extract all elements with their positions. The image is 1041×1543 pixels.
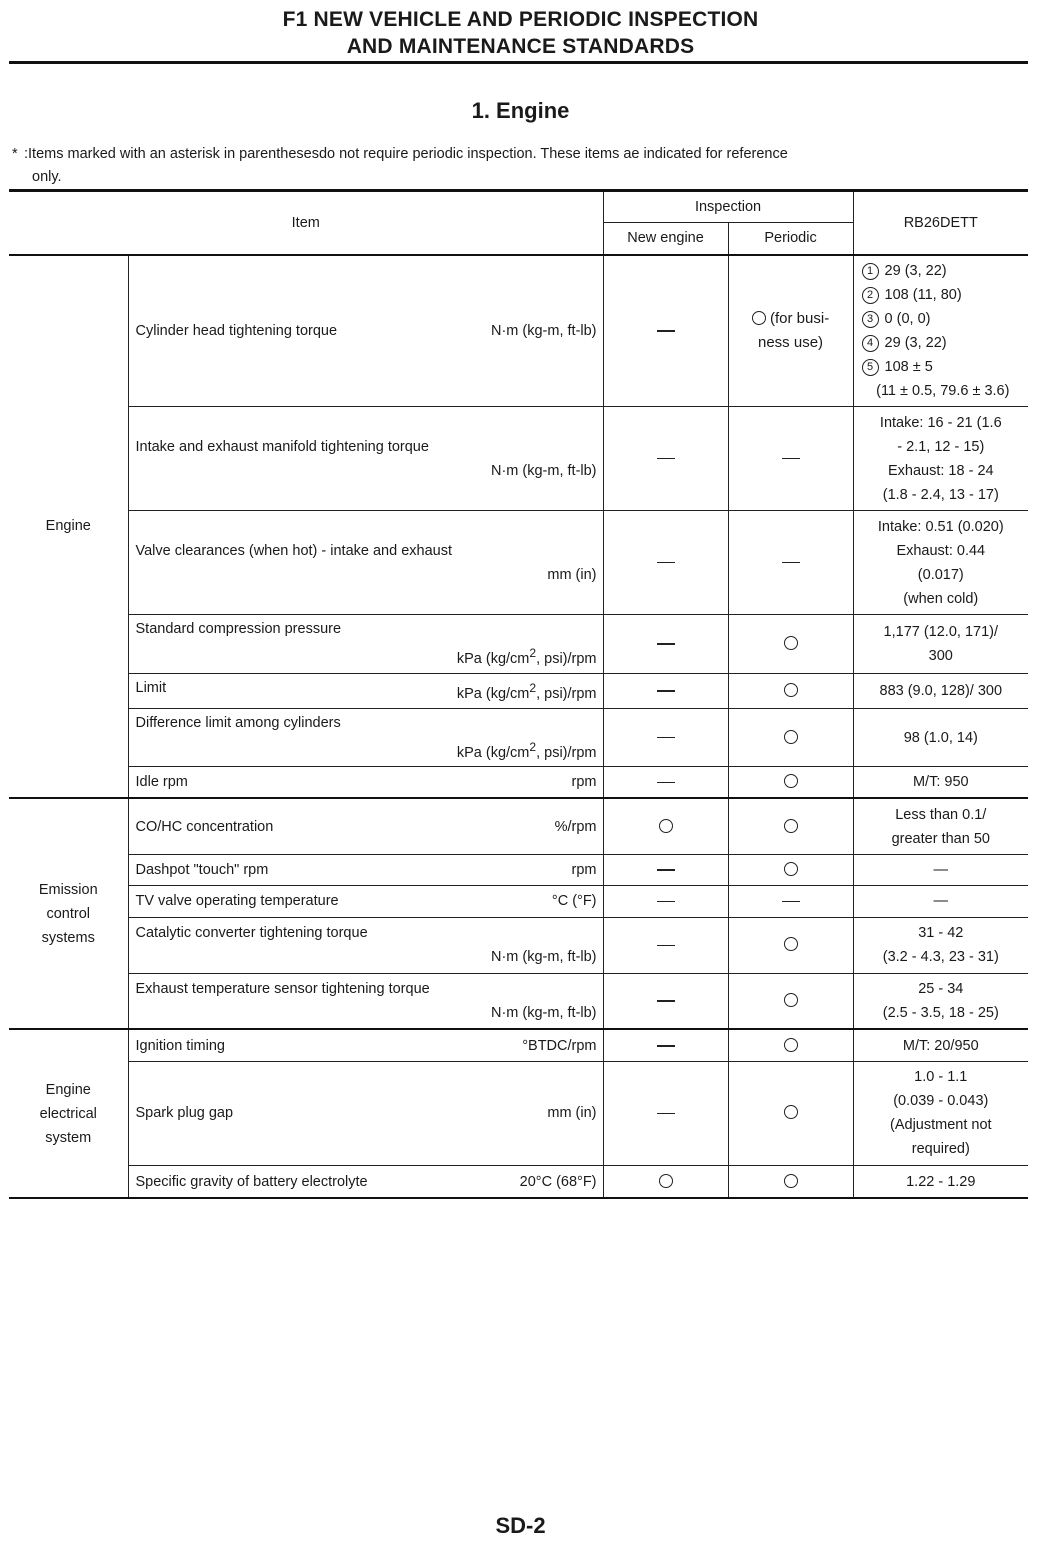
- item-unit: N·m (kg-m, ft-lb): [491, 322, 597, 339]
- periodic-cell: [728, 854, 853, 885]
- circle-icon: [659, 1174, 673, 1188]
- page-number: SD-2: [495, 1513, 546, 1538]
- spec-exhaust-sensor-torque: [853, 973, 1028, 1029]
- dash-icon: [657, 869, 675, 871]
- periodic-cell: [728, 615, 853, 674]
- item-tv-valve: [128, 885, 603, 917]
- item-unit: N·m (kg-m, ft-lb): [491, 462, 597, 479]
- circle-icon: [784, 993, 798, 1007]
- item-unit: , psi)/rpm: [536, 650, 597, 667]
- periodic-cell: [728, 917, 853, 973]
- item-compression-limit: [128, 673, 603, 708]
- dash-icon: [657, 643, 675, 645]
- spec-line: 25 - 34: [918, 981, 964, 998]
- item-label: TV valve operating temperature: [135, 893, 339, 910]
- title-line-1: F1 NEW VEHICLE AND PERIODIC INSPECTION: [282, 8, 759, 31]
- spec-spark-plug-gap: [853, 1061, 1028, 1165]
- item-unit: °C (°F): [551, 893, 597, 910]
- spec-line: 108 ± 5: [884, 358, 933, 375]
- spec-compression-limit: 883 (9.0, 128)/ 300: [853, 673, 1028, 708]
- item-label: CO/HC concentration: [135, 818, 274, 835]
- table-row: [9, 511, 1028, 615]
- periodic-cell: [728, 973, 853, 1029]
- item-label: Ignition timing: [135, 1037, 225, 1054]
- new-engine-cell: [603, 1061, 728, 1165]
- spec-tv-valve: —: [853, 885, 1028, 917]
- dash-icon: [657, 737, 675, 739]
- spec-line: (3.2 - 4.3, 23 - 31): [882, 949, 999, 966]
- circle-icon: [784, 937, 798, 951]
- new-engine-cell: [603, 615, 728, 674]
- table-row: [9, 917, 1028, 973]
- dash-icon: [657, 458, 675, 460]
- header-new-engine: New engine: [603, 223, 728, 255]
- table-header-row: [9, 191, 1028, 223]
- circle-icon: [784, 730, 798, 744]
- category-line: Emission: [38, 881, 98, 898]
- header-model: RB26DETT: [853, 191, 1028, 255]
- item-battery-gravity: [128, 1165, 603, 1198]
- new-engine-cell: [603, 917, 728, 973]
- note-line-2: only.: [32, 169, 62, 185]
- item-unit: rpm: [571, 861, 597, 878]
- item-label: Valve clearances (when hot) - intake and exhaust: [135, 542, 452, 559]
- unit-superscript: 2: [529, 739, 537, 754]
- circle-icon: [784, 862, 798, 876]
- circle-icon: [784, 1038, 798, 1052]
- item-unit: , psi)/rpm: [536, 685, 597, 702]
- item-label: Catalytic converter tightening torque: [135, 925, 368, 942]
- item-compression-pressure: [128, 615, 603, 674]
- circle-icon: [784, 819, 798, 833]
- step-5-icon: 5: [862, 359, 879, 376]
- circle-icon: [784, 636, 798, 650]
- new-engine-cell: [603, 708, 728, 767]
- dash-icon: [657, 330, 675, 332]
- new-engine-cell: [603, 767, 728, 799]
- spec-battery-gravity: 1.22 - 1.29: [853, 1165, 1028, 1198]
- item-ignition-timing: [128, 1029, 603, 1061]
- dash-icon: [657, 782, 675, 784]
- item-label: Cylinder head tightening torque: [135, 322, 338, 339]
- item-unit: 20°C (68°F): [519, 1173, 597, 1190]
- periodic-note-2: ness use): [758, 333, 824, 351]
- spec-line: 1.0 - 1.1: [914, 1069, 968, 1086]
- periodic-cell: [728, 1061, 853, 1165]
- step-4-icon: 4: [862, 335, 879, 352]
- spec-line: (when cold): [903, 590, 979, 607]
- spec-dashpot: —: [853, 854, 1028, 885]
- new-engine-cell: [603, 854, 728, 885]
- spec-line: - 2.1, 12 - 15): [897, 438, 985, 455]
- item-label: Dashpot "touch" rpm: [135, 861, 269, 878]
- item-dashpot: [128, 854, 603, 885]
- item-co-hc: [128, 798, 603, 854]
- item-label: Idle rpm: [135, 774, 188, 791]
- table-row: [9, 673, 1028, 708]
- item-difference-limit: [128, 708, 603, 767]
- note-line-1: :Items marked with an asterisk in parenthesesdo not require periodic inspection. These items ae indicated for reference: [24, 146, 788, 162]
- item-unit: mm (in): [547, 1105, 597, 1122]
- spec-line: Intake: 0.51 (0.020): [877, 518, 1004, 535]
- item-idle-rpm: [128, 767, 603, 799]
- spec-line: 0 (0, 0): [884, 310, 931, 327]
- unit-superscript: 2: [529, 680, 537, 695]
- spec-catalytic-torque: [853, 917, 1028, 973]
- new-engine-cell: [603, 798, 728, 854]
- category-emission: [9, 798, 128, 1029]
- spec-line: required): [911, 1141, 970, 1158]
- periodic-cell: [728, 673, 853, 708]
- item-unit: N·m (kg-m, ft-lb): [491, 949, 597, 966]
- spec-difference-limit: 98 (1.0, 14): [853, 708, 1028, 767]
- spec-line: Intake: 16 - 21 (1.6: [879, 414, 1002, 431]
- item-label: Difference limit among cylinders: [135, 714, 341, 731]
- spec-line: (Adjustment not: [890, 1117, 992, 1134]
- dash-icon: [782, 901, 800, 903]
- table-row: [9, 854, 1028, 885]
- spec-valve-clearance: [853, 511, 1028, 615]
- periodic-cell: [728, 885, 853, 917]
- dash-icon: [657, 1113, 675, 1115]
- section-title: 1. Engine: [471, 98, 570, 123]
- circle-icon: [784, 1174, 798, 1188]
- spec-line: 29 (3, 22): [884, 262, 947, 279]
- item-unit: °BTDC/rpm: [522, 1037, 597, 1054]
- table-row: [9, 708, 1028, 767]
- step-3-icon: 3: [862, 311, 879, 328]
- periodic-cell: [728, 798, 853, 854]
- item-manifold-torque: [128, 407, 603, 511]
- category-line: systems: [41, 929, 95, 946]
- circle-icon: [784, 774, 798, 788]
- table-row: [9, 767, 1028, 799]
- spec-line: greater than 50: [891, 830, 990, 847]
- spec-ignition-timing: M/T: 20/950: [853, 1029, 1028, 1061]
- item-unit: kPa (kg/cm: [456, 744, 530, 761]
- periodic-cell: [728, 1165, 853, 1198]
- category-electrical: [9, 1029, 128, 1198]
- item-unit: %/rpm: [554, 818, 597, 835]
- table-row: [9, 885, 1028, 917]
- item-exhaust-sensor-torque: [128, 973, 603, 1029]
- new-engine-cell: [603, 511, 728, 615]
- step-1-icon: 1: [862, 263, 879, 280]
- spec-line: 31 - 42: [918, 925, 964, 942]
- periodic-cell: [728, 708, 853, 767]
- new-engine-cell: [603, 885, 728, 917]
- spec-compression-pressure: [853, 615, 1028, 674]
- category-engine: Engine: [45, 518, 91, 535]
- item-spark-plug-gap: [128, 1061, 603, 1165]
- spec-line: (1.8 - 2.4, 13 - 17): [882, 486, 999, 503]
- category-line: control: [46, 905, 91, 922]
- header-item: Item: [9, 191, 603, 255]
- new-engine-cell: [603, 973, 728, 1029]
- item-label: Intake and exhaust manifold tightening torque: [135, 438, 429, 455]
- header-inspection: Inspection: [603, 191, 853, 223]
- item-unit: N·m (kg-m, ft-lb): [491, 1005, 597, 1022]
- table-row: [9, 798, 1028, 854]
- unit-superscript: 2: [529, 646, 537, 660]
- dash-icon: [657, 1000, 675, 1002]
- spec-line: 108 (11, 80): [884, 286, 962, 303]
- item-label: Spark plug gap: [135, 1105, 234, 1122]
- category-line: system: [45, 1129, 92, 1146]
- item-unit: kPa (kg/cm: [456, 685, 530, 702]
- new-engine-cell: [603, 1165, 728, 1198]
- periodic-cell: [728, 767, 853, 799]
- table-row: [9, 1029, 1028, 1061]
- table-row: [9, 407, 1028, 511]
- spec-line: (11 ± 0.5, 79.6 ± 3.6): [876, 382, 1010, 399]
- item-label: Exhaust temperature sensor tightening torque: [135, 981, 430, 998]
- periodic-cell: [728, 1029, 853, 1061]
- table-row: [9, 1165, 1028, 1198]
- item-label: Specific gravity of battery electrolyte: [135, 1173, 368, 1190]
- periodic-note-1: (for busi-: [770, 309, 830, 327]
- spec-line: Exhaust: 18 - 24: [887, 462, 994, 479]
- dash-icon: [657, 901, 675, 903]
- category-line: Engine: [45, 1081, 91, 1098]
- title-line-2: AND MAINTENANCE STANDARDS: [346, 35, 695, 58]
- table-row: [9, 615, 1028, 674]
- asterisk: *: [12, 146, 18, 162]
- spec-line: (0.039 - 0.043): [893, 1093, 989, 1110]
- spec-line: Less than 0.1/: [895, 806, 987, 823]
- item-label: Limit: [135, 679, 167, 696]
- header-periodic: Periodic: [728, 223, 853, 255]
- dash-icon: [657, 1045, 675, 1047]
- spec-co-hc: [853, 798, 1028, 854]
- spec-idle-rpm: M/T: 950: [853, 767, 1028, 799]
- circle-icon: [659, 819, 673, 833]
- dash-icon: [657, 945, 675, 947]
- periodic-cell: [728, 407, 853, 511]
- circle-icon: [784, 683, 798, 697]
- dash-icon: [657, 562, 675, 564]
- new-engine-cell: [603, 407, 728, 511]
- item-cylinder-head-torque: [128, 255, 603, 407]
- table-row: [9, 255, 1028, 407]
- item-valve-clearance: [128, 511, 603, 615]
- dash-icon: [782, 458, 800, 460]
- item-unit: kPa (kg/cm: [456, 650, 530, 667]
- new-engine-cell: [603, 255, 728, 407]
- spec-cylinder-head-torque: [853, 255, 1028, 407]
- item-unit: rpm: [571, 774, 597, 791]
- spec-line: (0.017): [917, 566, 964, 583]
- spec-manifold-torque: [853, 407, 1028, 511]
- new-engine-cell: [603, 673, 728, 708]
- spec-line: (2.5 - 3.5, 18 - 25): [882, 1005, 999, 1022]
- circle-icon: [752, 311, 766, 325]
- item-unit: , psi)/rpm: [536, 744, 597, 761]
- item-catalytic-torque: [128, 917, 603, 973]
- dash-icon: [657, 690, 675, 692]
- spec-line: Exhaust: 0.44: [896, 542, 986, 559]
- item-unit: mm (in): [547, 566, 597, 583]
- page-title: [0, 6, 1041, 60]
- inspection-table: [9, 189, 1028, 1199]
- periodic-cell: [728, 255, 853, 407]
- spec-line: 29 (3, 22): [884, 334, 947, 351]
- reference-note: [12, 143, 1012, 189]
- spec-line: 300: [928, 647, 953, 664]
- circle-icon: [784, 1105, 798, 1119]
- category-line: electrical: [39, 1105, 97, 1122]
- spec-line: 1,177 (12.0, 171)/: [883, 623, 999, 640]
- table-row: [9, 973, 1028, 1029]
- step-2-icon: 2: [862, 287, 879, 304]
- table-row: [9, 1061, 1028, 1165]
- header-divider: [9, 61, 1028, 64]
- dash-icon: [782, 562, 800, 564]
- item-label: Standard compression pressure: [135, 621, 342, 637]
- periodic-cell: [728, 511, 853, 615]
- new-engine-cell: [603, 1029, 728, 1061]
